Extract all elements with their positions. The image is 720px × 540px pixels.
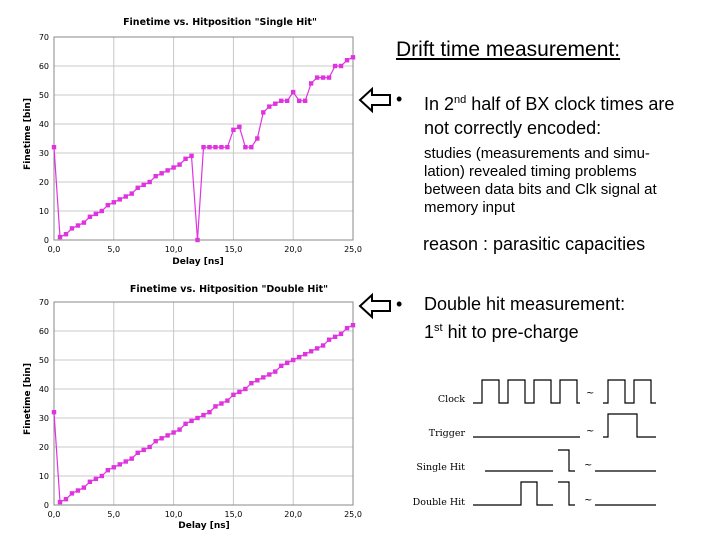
trigger-waveform-end bbox=[603, 414, 656, 437]
x-tick-label: 10,0 bbox=[164, 245, 183, 254]
data-point bbox=[243, 145, 247, 149]
data-point bbox=[70, 491, 74, 495]
data-point bbox=[189, 154, 193, 158]
x-tick-label: 0,0 bbox=[47, 510, 61, 519]
y-tick-label: 0 bbox=[43, 236, 49, 245]
data-point bbox=[94, 212, 98, 216]
data-point bbox=[124, 194, 128, 198]
x-tick-label: 15,0 bbox=[224, 510, 243, 519]
single-hit-waveform-mid bbox=[558, 450, 575, 471]
y-tick-label: 70 bbox=[38, 33, 49, 42]
data-point bbox=[64, 497, 68, 501]
bullet-marker: • bbox=[396, 89, 403, 109]
timing-label-clock: Clock bbox=[437, 394, 465, 405]
data-point bbox=[153, 174, 157, 178]
timing-label-trigger: Trigger bbox=[428, 428, 465, 439]
data-point bbox=[183, 157, 187, 161]
data-point bbox=[303, 99, 307, 103]
y-tick-label: 20 bbox=[38, 443, 49, 452]
data-point bbox=[136, 186, 140, 190]
bullet-1-line1: In 2nd half of BX clock times are bbox=[424, 94, 675, 114]
bullet-2-line1: Double hit measurement: bbox=[424, 294, 626, 314]
data-point bbox=[261, 110, 265, 114]
y-tick-label: 10 bbox=[38, 472, 49, 481]
data-point bbox=[243, 387, 247, 391]
data-point bbox=[333, 335, 337, 339]
data-point bbox=[201, 413, 205, 417]
data-point bbox=[279, 99, 283, 103]
data-point bbox=[58, 500, 62, 504]
data-point bbox=[118, 462, 122, 466]
clock-waveform bbox=[473, 380, 580, 403]
data-point bbox=[303, 352, 307, 356]
y-tick-label: 10 bbox=[38, 207, 49, 216]
data-point bbox=[309, 349, 313, 353]
x-tick-label: 0,0 bbox=[47, 245, 61, 254]
data-point bbox=[82, 485, 86, 489]
left-arrow-icon bbox=[358, 292, 392, 320]
y-tick-label: 60 bbox=[38, 327, 49, 336]
data-point bbox=[130, 191, 134, 195]
data-point bbox=[100, 209, 104, 213]
data-point bbox=[94, 477, 98, 481]
data-point bbox=[309, 81, 313, 85]
bullet-1-line2: not correctly encoded: bbox=[424, 118, 602, 138]
chart-double-hit bbox=[0, 275, 360, 537]
y-tick-label: 60 bbox=[38, 62, 49, 71]
data-point bbox=[255, 378, 259, 382]
bullet-2-text bbox=[424, 292, 625, 344]
data-point bbox=[321, 75, 325, 79]
data-point bbox=[177, 427, 181, 431]
bullet-2-line2: 1st hit to pre-charge bbox=[424, 322, 579, 342]
data-point bbox=[124, 459, 128, 463]
data-point bbox=[225, 398, 229, 402]
data-point bbox=[255, 136, 259, 140]
data-point bbox=[201, 145, 205, 149]
data-point bbox=[171, 430, 175, 434]
data-point bbox=[70, 226, 74, 230]
data-point bbox=[52, 410, 56, 414]
data-point bbox=[142, 448, 146, 452]
left-arrow-icon bbox=[358, 86, 392, 114]
data-point bbox=[345, 58, 349, 62]
data-point bbox=[231, 128, 235, 132]
timing-label-double-hit: Double Hit bbox=[412, 497, 465, 508]
data-point bbox=[291, 358, 295, 362]
data-point bbox=[130, 456, 134, 460]
data-point bbox=[207, 145, 211, 149]
data-point bbox=[100, 474, 104, 478]
clock-waveform-end bbox=[603, 380, 656, 403]
y-axis-label: Finetime [bin] bbox=[23, 98, 33, 170]
data-point bbox=[285, 361, 289, 365]
data-point bbox=[315, 346, 319, 350]
plot-background bbox=[54, 302, 353, 505]
data-point bbox=[237, 390, 241, 394]
data-point bbox=[76, 223, 80, 227]
x-tick-label: 10,0 bbox=[164, 510, 183, 519]
x-tick-label: 25,0 bbox=[344, 245, 362, 254]
data-point bbox=[213, 404, 217, 408]
data-point bbox=[297, 355, 301, 359]
data-point bbox=[261, 375, 265, 379]
data-point bbox=[249, 381, 253, 385]
data-point bbox=[142, 183, 146, 187]
x-tick-label: 20,0 bbox=[284, 245, 303, 254]
data-point bbox=[219, 145, 223, 149]
x-axis-label: Delay [ns] bbox=[172, 257, 224, 267]
break-mark: ~ bbox=[586, 426, 595, 437]
data-point bbox=[237, 125, 241, 129]
y-tick-label: 30 bbox=[38, 414, 49, 423]
double-hit-waveform-mid bbox=[558, 482, 575, 505]
data-point bbox=[64, 232, 68, 236]
data-point bbox=[58, 235, 62, 239]
x-tick-label: 5,0 bbox=[107, 510, 121, 519]
bullet-1-text bbox=[424, 88, 674, 140]
data-point bbox=[273, 102, 277, 106]
data-point bbox=[219, 401, 223, 405]
data-point bbox=[106, 203, 110, 207]
data-point bbox=[159, 436, 163, 440]
y-tick-label: 70 bbox=[38, 298, 49, 307]
data-point bbox=[327, 338, 331, 342]
y-tick-label: 40 bbox=[38, 385, 49, 394]
data-point bbox=[339, 64, 343, 68]
bullet-marker: • bbox=[396, 294, 403, 314]
data-point bbox=[279, 364, 283, 368]
data-point bbox=[213, 145, 217, 149]
break-mark: ~ bbox=[586, 388, 595, 399]
x-tick-label: 5,0 bbox=[107, 245, 121, 254]
y-tick-label: 50 bbox=[38, 356, 49, 365]
data-point bbox=[297, 99, 301, 103]
data-point bbox=[147, 445, 151, 449]
data-point bbox=[291, 90, 295, 94]
data-point bbox=[88, 480, 92, 484]
slide-heading: Drift time measurement: bbox=[396, 38, 621, 61]
data-point bbox=[177, 162, 181, 166]
y-tick-label: 20 bbox=[38, 178, 49, 187]
data-point bbox=[52, 145, 56, 149]
break-mark: ~ bbox=[584, 460, 593, 471]
data-point bbox=[273, 369, 277, 373]
x-tick-label: 25,0 bbox=[344, 510, 362, 519]
data-point bbox=[351, 323, 355, 327]
data-point bbox=[321, 343, 325, 347]
chart-single-hit bbox=[0, 10, 360, 272]
data-point bbox=[267, 104, 271, 108]
data-point bbox=[333, 64, 337, 68]
reason-text: reason : parasitic capacities bbox=[423, 234, 646, 254]
data-point bbox=[88, 215, 92, 219]
data-point bbox=[112, 200, 116, 204]
double-hit-waveform bbox=[473, 482, 553, 505]
data-point bbox=[106, 468, 110, 472]
chart-title: Finetime vs. Hitposition "Double Hit" bbox=[129, 284, 329, 295]
x-tick-label: 15,0 bbox=[224, 245, 243, 254]
data-point bbox=[171, 165, 175, 169]
data-point bbox=[207, 410, 211, 414]
data-point bbox=[267, 372, 271, 376]
data-point bbox=[165, 168, 169, 172]
plot-background bbox=[54, 37, 353, 240]
data-point bbox=[118, 197, 122, 201]
y-tick-label: 50 bbox=[38, 91, 49, 100]
data-point bbox=[195, 416, 199, 420]
data-point bbox=[76, 488, 80, 492]
data-point bbox=[159, 171, 163, 175]
data-point bbox=[339, 332, 343, 336]
data-point bbox=[136, 451, 140, 455]
y-tick-label: 30 bbox=[38, 149, 49, 158]
data-point bbox=[82, 220, 86, 224]
data-point bbox=[147, 180, 151, 184]
timing-label-single-hit: Single Hit bbox=[416, 462, 465, 473]
data-point bbox=[195, 238, 199, 242]
data-point bbox=[345, 326, 349, 330]
data-point bbox=[183, 422, 187, 426]
data-point bbox=[231, 393, 235, 397]
data-point bbox=[153, 439, 157, 443]
data-point bbox=[351, 55, 355, 59]
data-point bbox=[315, 75, 319, 79]
data-point bbox=[112, 465, 116, 469]
chart-title: Finetime vs. Hitposition "Single Hit" bbox=[123, 17, 317, 28]
data-point bbox=[189, 419, 193, 423]
y-tick-label: 40 bbox=[38, 120, 49, 129]
data-point bbox=[165, 433, 169, 437]
data-point bbox=[249, 145, 253, 149]
data-point bbox=[327, 75, 331, 79]
break-mark: ~ bbox=[584, 495, 593, 506]
studies-text: studies (measurements and simu- lation) revealed timing problems between data bits and Clk signal at memory input bbox=[424, 145, 657, 216]
x-tick-label: 20,0 bbox=[284, 510, 303, 519]
y-tick-label: 0 bbox=[43, 501, 49, 510]
x-axis-label: Delay [ns] bbox=[178, 521, 230, 531]
data-point bbox=[285, 99, 289, 103]
data-point bbox=[225, 145, 229, 149]
y-axis-label: Finetime [bin] bbox=[23, 363, 33, 435]
timing-diagram bbox=[412, 372, 665, 517]
